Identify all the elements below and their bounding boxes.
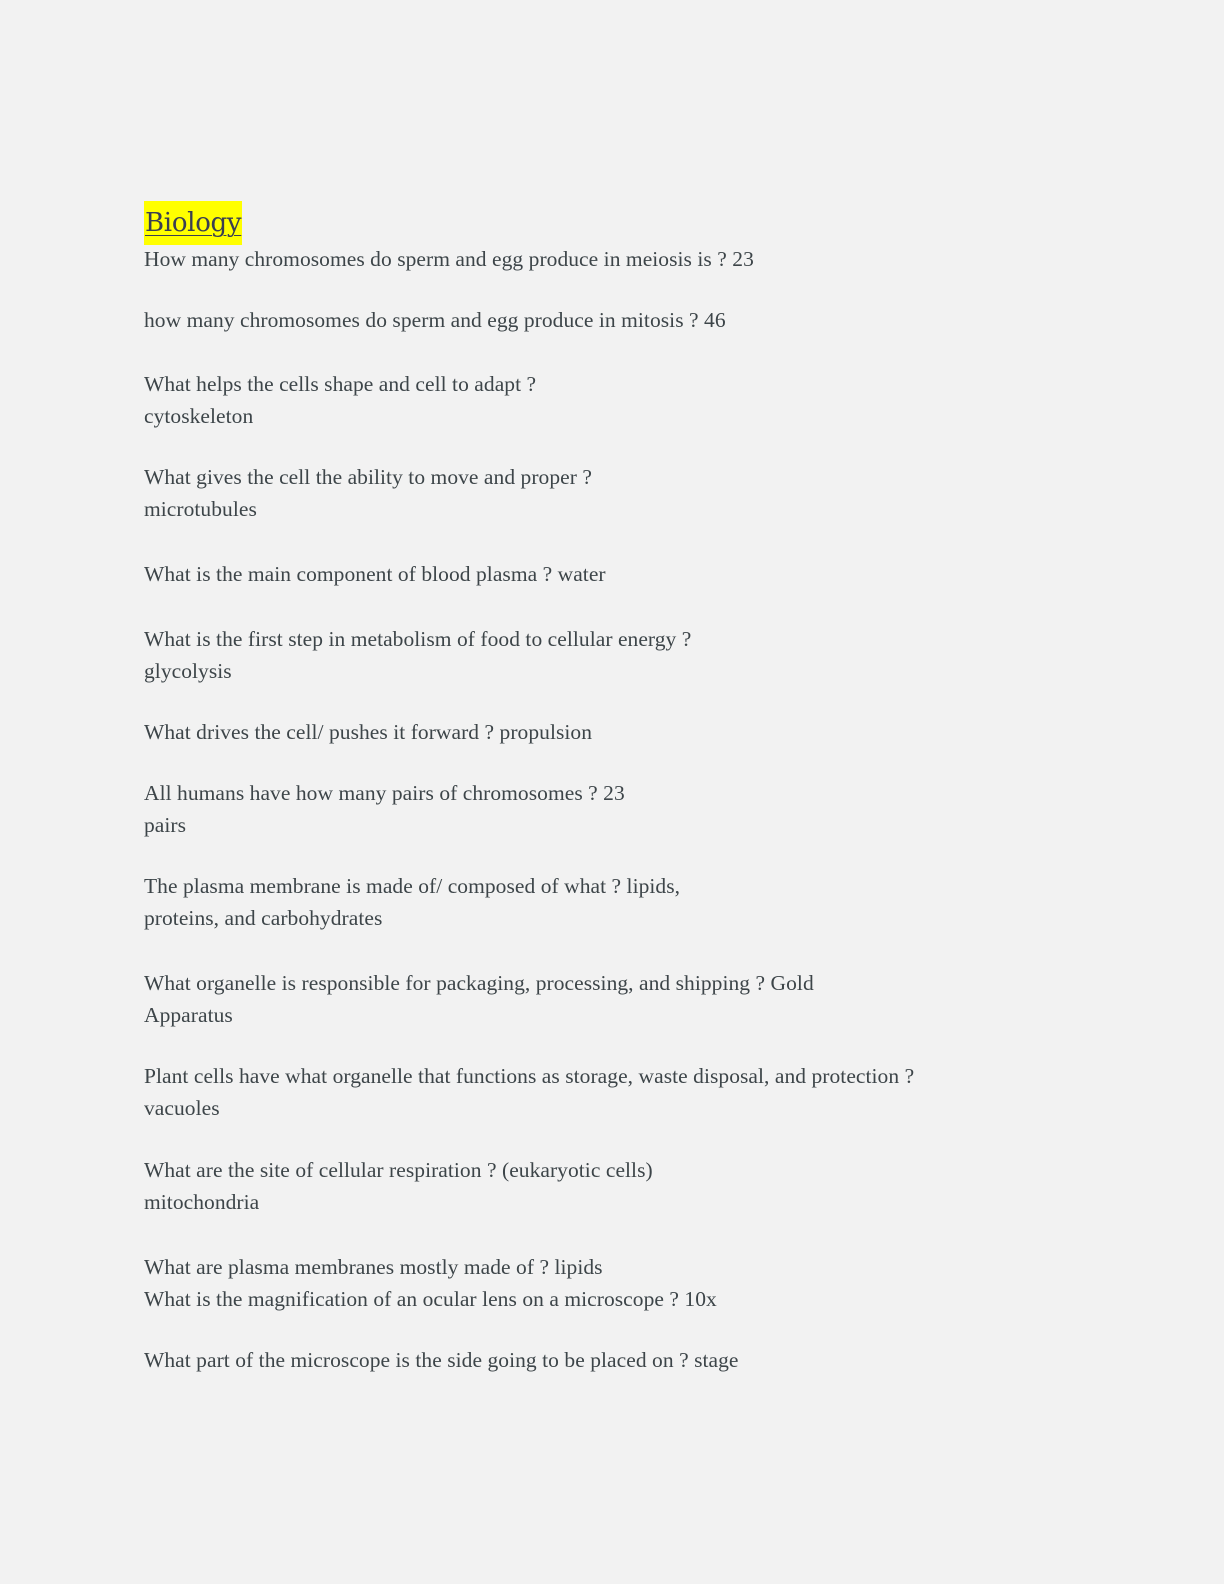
text-line: What part of the microscope is the side going to be placed on ? stage — [144, 1348, 739, 1372]
text-line: What is the magnification of an ocular lens on a microscope ? 10x — [144, 1287, 717, 1311]
text-line: What drives the cell/ pushes it forward ? propulsion — [144, 720, 593, 744]
text-line: vacuoles — [144, 1096, 220, 1120]
text-line: What gives the cell the ability to move and proper ? — [144, 465, 592, 489]
text-line: What helps the cells shape and cell to adapt ? — [144, 372, 537, 396]
text-line: Apparatus — [144, 1003, 233, 1027]
text-line: All humans have how many pairs of chromosomes ? 23 — [144, 781, 625, 805]
text-line: glycolysis — [144, 659, 232, 683]
text-line: microtubules — [144, 497, 257, 521]
text-line: What is the main component of blood plasma ? water — [144, 562, 606, 586]
text-line: What are plasma membranes mostly made of ? lipids — [144, 1255, 603, 1279]
text-line: What are the site of cellular respiration ? (eukaryotic cells) — [144, 1158, 653, 1182]
text-line: The plasma membrane is made of/ composed of what ? lipids, — [144, 874, 681, 898]
text-line: mitochondria — [144, 1190, 260, 1214]
text-line: proteins, and carbohydrates — [144, 906, 383, 930]
document-page — [144, 0, 1144, 1584]
text-line: What is the first step in metabolism of food to cellular energy ? — [144, 627, 692, 651]
text-line: Plant cells have what organelle that functions as storage, waste disposal, and protection ? — [144, 1064, 915, 1088]
document-title: Biology — [144, 201, 242, 245]
text-line: cytoskeleton — [144, 404, 254, 428]
text-line: how many chromosomes do sperm and egg produce in mitosis ? 46 — [144, 308, 726, 332]
text-line: How many chromosomes do sperm and egg produce in meiosis is ? 23 — [144, 247, 754, 271]
text-line: pairs — [144, 813, 187, 837]
text-line: What organelle is responsible for packaging, processing, and shipping ? Gold — [144, 971, 814, 995]
